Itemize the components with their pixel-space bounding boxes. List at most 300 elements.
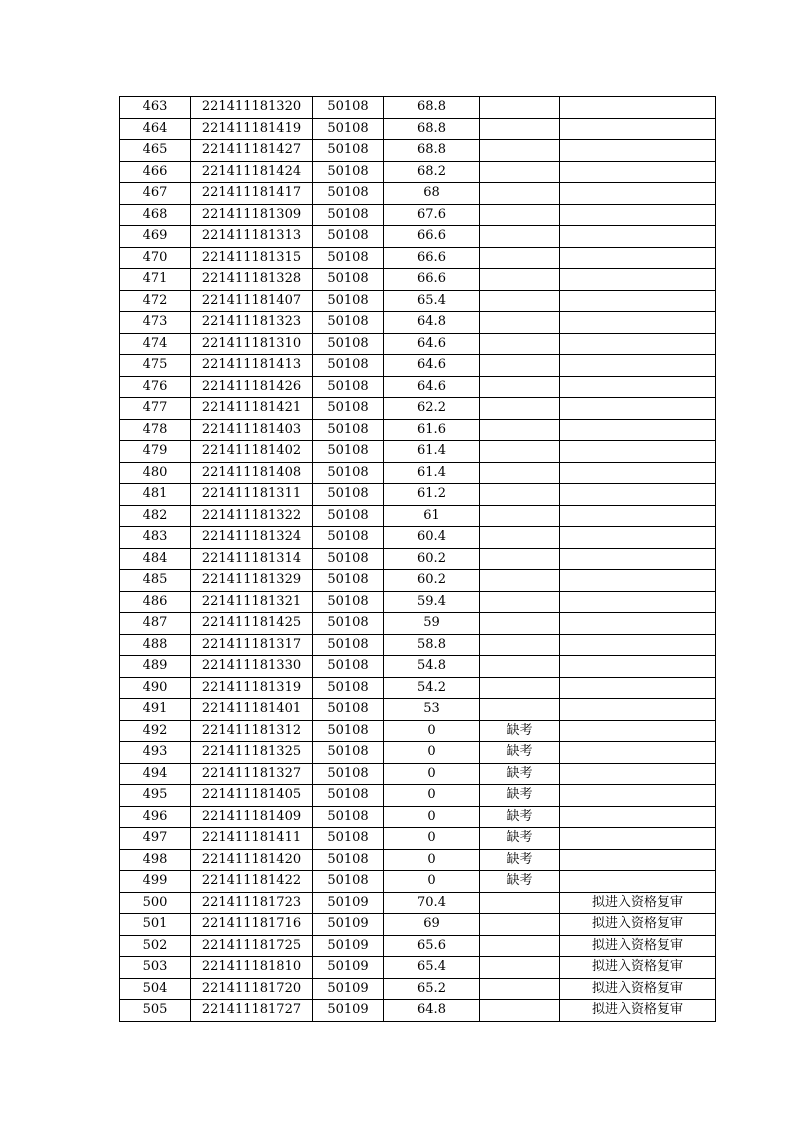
note-cell [480, 462, 560, 484]
rank-cell: 474 [120, 333, 191, 355]
table-row [120, 570, 716, 592]
rank-cell: 499 [120, 871, 191, 893]
note-cell [480, 656, 560, 678]
note-cell [480, 398, 560, 420]
exam-id-cell: 221411181313 [191, 226, 313, 248]
rank-cell: 489 [120, 656, 191, 678]
rank-cell: 476 [120, 376, 191, 398]
table-row [120, 527, 716, 549]
table-row [120, 548, 716, 570]
table-row [120, 247, 716, 269]
result-cell [560, 204, 716, 226]
result-cell [560, 419, 716, 441]
result-cell [560, 269, 716, 291]
rank-cell: 498 [120, 849, 191, 871]
exam-id-cell: 221411181424 [191, 161, 313, 183]
score-cell: 67.6 [384, 204, 480, 226]
score-cell: 0 [384, 763, 480, 785]
rank-cell: 496 [120, 806, 191, 828]
score-cell: 68.2 [384, 161, 480, 183]
table-row [120, 849, 716, 871]
score-cell: 64.6 [384, 355, 480, 377]
table-row [120, 763, 716, 785]
result-cell [560, 505, 716, 527]
table-row [120, 914, 716, 936]
note-cell: 缺考 [480, 742, 560, 764]
exam-id-cell: 221411181420 [191, 849, 313, 871]
note-cell [480, 548, 560, 570]
rank-cell: 478 [120, 419, 191, 441]
note-cell [480, 441, 560, 463]
position-code-cell: 50109 [313, 935, 384, 957]
table-row [120, 462, 716, 484]
exam-id-cell: 221411181427 [191, 140, 313, 162]
rank-cell: 490 [120, 677, 191, 699]
table-row [120, 591, 716, 613]
position-code-cell: 50108 [313, 484, 384, 506]
result-cell: 拟进入资格复审 [560, 1000, 716, 1022]
result-cell [560, 484, 716, 506]
score-cell: 58.8 [384, 634, 480, 656]
exam-id-cell: 221411181311 [191, 484, 313, 506]
table-row [120, 978, 716, 1000]
exam-id-cell: 221411181325 [191, 742, 313, 764]
note-cell [480, 613, 560, 635]
table-row [120, 355, 716, 377]
score-cell: 0 [384, 720, 480, 742]
score-cell: 70.4 [384, 892, 480, 914]
position-code-cell: 50109 [313, 978, 384, 1000]
rank-cell: 473 [120, 312, 191, 334]
rank-cell: 471 [120, 269, 191, 291]
note-cell: 缺考 [480, 828, 560, 850]
exam-id-cell: 221411181725 [191, 935, 313, 957]
score-cell: 0 [384, 742, 480, 764]
score-cell: 59 [384, 613, 480, 635]
result-cell [560, 828, 716, 850]
position-code-cell: 50108 [313, 118, 384, 140]
position-code-cell: 50108 [313, 290, 384, 312]
note-cell [480, 333, 560, 355]
result-cell [560, 656, 716, 678]
exam-id-cell: 221411181322 [191, 505, 313, 527]
result-cell [560, 806, 716, 828]
exam-id-cell: 221411181327 [191, 763, 313, 785]
score-cell: 64.8 [384, 1000, 480, 1022]
position-code-cell: 50108 [313, 613, 384, 635]
position-code-cell: 50108 [313, 527, 384, 549]
position-code-cell: 50108 [313, 656, 384, 678]
table-row [120, 118, 716, 140]
rank-cell: 467 [120, 183, 191, 205]
position-code-cell: 50108 [313, 247, 384, 269]
note-cell [480, 118, 560, 140]
exam-id-cell: 221411181810 [191, 957, 313, 979]
exam-id-cell: 221411181330 [191, 656, 313, 678]
score-cell: 65.2 [384, 978, 480, 1000]
score-cell: 64.6 [384, 333, 480, 355]
position-code-cell: 50109 [313, 892, 384, 914]
result-cell [560, 376, 716, 398]
rank-cell: 465 [120, 140, 191, 162]
rank-cell: 500 [120, 892, 191, 914]
result-cell [560, 312, 716, 334]
position-code-cell: 50108 [313, 398, 384, 420]
score-cell: 54.8 [384, 656, 480, 678]
result-cell [560, 462, 716, 484]
position-code-cell: 50108 [313, 849, 384, 871]
rank-cell: 488 [120, 634, 191, 656]
exam-id-cell: 221411181723 [191, 892, 313, 914]
score-table [119, 96, 716, 1022]
rank-cell: 477 [120, 398, 191, 420]
note-cell [480, 634, 560, 656]
note-cell: 缺考 [480, 720, 560, 742]
result-cell: 拟进入资格复审 [560, 935, 716, 957]
rank-cell: 464 [120, 118, 191, 140]
table-row [120, 97, 716, 119]
position-code-cell: 50108 [313, 785, 384, 807]
score-cell: 61.2 [384, 484, 480, 506]
exam-id-cell: 221411181309 [191, 204, 313, 226]
score-cell: 64.8 [384, 312, 480, 334]
table-row [120, 226, 716, 248]
note-cell [480, 570, 560, 592]
note-cell [480, 290, 560, 312]
result-cell [560, 849, 716, 871]
note-cell: 缺考 [480, 871, 560, 893]
rank-cell: 480 [120, 462, 191, 484]
result-cell [560, 97, 716, 119]
table-row [120, 871, 716, 893]
note-cell [480, 935, 560, 957]
score-cell: 61.6 [384, 419, 480, 441]
exam-id-cell: 221411181422 [191, 871, 313, 893]
note-cell [480, 505, 560, 527]
note-cell [480, 699, 560, 721]
rank-cell: 479 [120, 441, 191, 463]
result-cell [560, 398, 716, 420]
score-cell: 0 [384, 828, 480, 850]
result-cell [560, 118, 716, 140]
exam-id-cell: 221411181403 [191, 419, 313, 441]
exam-id-cell: 221411181310 [191, 333, 313, 355]
note-cell [480, 419, 560, 441]
note-cell: 缺考 [480, 806, 560, 828]
result-cell [560, 634, 716, 656]
table-row [120, 290, 716, 312]
table-row [120, 505, 716, 527]
table-row [120, 634, 716, 656]
note-cell: 缺考 [480, 763, 560, 785]
result-cell: 拟进入资格复审 [560, 978, 716, 1000]
exam-id-cell: 221411181421 [191, 398, 313, 420]
exam-id-cell: 221411181720 [191, 978, 313, 1000]
table-row [120, 957, 716, 979]
table-row [120, 1000, 716, 1022]
position-code-cell: 50108 [313, 548, 384, 570]
rank-cell: 497 [120, 828, 191, 850]
result-cell [560, 161, 716, 183]
table-row [120, 312, 716, 334]
note-cell [480, 376, 560, 398]
result-cell [560, 247, 716, 269]
table-row [120, 140, 716, 162]
rank-cell: 505 [120, 1000, 191, 1022]
result-cell: 拟进入资格复审 [560, 957, 716, 979]
score-cell: 69 [384, 914, 480, 936]
table-row [120, 419, 716, 441]
rank-cell: 487 [120, 613, 191, 635]
exam-id-cell: 221411181315 [191, 247, 313, 269]
note-cell [480, 183, 560, 205]
note-cell [480, 140, 560, 162]
table-row [120, 699, 716, 721]
rank-cell: 482 [120, 505, 191, 527]
note-cell [480, 355, 560, 377]
rank-cell: 504 [120, 978, 191, 1000]
result-cell [560, 677, 716, 699]
exam-id-cell: 221411181727 [191, 1000, 313, 1022]
result-cell: 拟进入资格复审 [560, 914, 716, 936]
exam-id-cell: 221411181329 [191, 570, 313, 592]
position-code-cell: 50108 [313, 871, 384, 893]
table-row [120, 828, 716, 850]
exam-id-cell: 221411181314 [191, 548, 313, 570]
rank-cell: 503 [120, 957, 191, 979]
rank-cell: 486 [120, 591, 191, 613]
exam-id-cell: 221411181312 [191, 720, 313, 742]
exam-id-cell: 221411181426 [191, 376, 313, 398]
score-cell: 65.4 [384, 290, 480, 312]
exam-id-cell: 221411181324 [191, 527, 313, 549]
exam-id-cell: 221411181402 [191, 441, 313, 463]
result-cell [560, 613, 716, 635]
position-code-cell: 50109 [313, 957, 384, 979]
result-cell [560, 720, 716, 742]
result-cell [560, 742, 716, 764]
exam-id-cell: 221411181407 [191, 290, 313, 312]
position-code-cell: 50108 [313, 806, 384, 828]
score-cell: 68.8 [384, 118, 480, 140]
position-code-cell: 50108 [313, 441, 384, 463]
note-cell: 缺考 [480, 849, 560, 871]
note-cell [480, 978, 560, 1000]
position-code-cell: 50109 [313, 1000, 384, 1022]
exam-id-cell: 221411181317 [191, 634, 313, 656]
exam-id-cell: 221411181401 [191, 699, 313, 721]
rank-cell: 495 [120, 785, 191, 807]
table-row [120, 720, 716, 742]
exam-id-cell: 221411181419 [191, 118, 313, 140]
note-cell [480, 247, 560, 269]
result-cell [560, 140, 716, 162]
score-cell: 0 [384, 871, 480, 893]
table-row [120, 677, 716, 699]
table-row [120, 204, 716, 226]
exam-id-cell: 221411181321 [191, 591, 313, 613]
score-cell: 59.4 [384, 591, 480, 613]
position-code-cell: 50108 [313, 333, 384, 355]
table-row [120, 742, 716, 764]
note-cell [480, 312, 560, 334]
exam-id-cell: 221411181319 [191, 677, 313, 699]
result-cell [560, 226, 716, 248]
position-code-cell: 50108 [313, 677, 384, 699]
exam-id-cell: 221411181413 [191, 355, 313, 377]
table-row [120, 183, 716, 205]
note-cell [480, 892, 560, 914]
rank-cell: 492 [120, 720, 191, 742]
table-row [120, 269, 716, 291]
position-code-cell: 50108 [313, 161, 384, 183]
result-cell [560, 763, 716, 785]
position-code-cell: 50108 [313, 570, 384, 592]
result-cell [560, 527, 716, 549]
position-code-cell: 50108 [313, 763, 384, 785]
exam-id-cell: 221411181411 [191, 828, 313, 850]
table-row [120, 785, 716, 807]
position-code-cell: 50108 [313, 742, 384, 764]
rank-cell: 493 [120, 742, 191, 764]
note-cell [480, 226, 560, 248]
result-cell [560, 290, 716, 312]
score-cell: 62.2 [384, 398, 480, 420]
position-code-cell: 50108 [313, 269, 384, 291]
position-code-cell: 50108 [313, 828, 384, 850]
score-cell: 0 [384, 806, 480, 828]
table-row [120, 333, 716, 355]
table-row [120, 656, 716, 678]
note-cell [480, 591, 560, 613]
position-code-cell: 50108 [313, 462, 384, 484]
table-row [120, 376, 716, 398]
note-cell [480, 269, 560, 291]
result-cell [560, 785, 716, 807]
position-code-cell: 50108 [313, 226, 384, 248]
note-cell [480, 914, 560, 936]
result-cell [560, 570, 716, 592]
result-cell [560, 441, 716, 463]
rank-cell: 501 [120, 914, 191, 936]
exam-id-cell: 221411181405 [191, 785, 313, 807]
rank-cell: 481 [120, 484, 191, 506]
position-code-cell: 50108 [313, 699, 384, 721]
result-cell [560, 355, 716, 377]
note-cell [480, 161, 560, 183]
exam-id-cell: 221411181409 [191, 806, 313, 828]
position-code-cell: 50108 [313, 355, 384, 377]
result-cell [560, 871, 716, 893]
rank-cell: 475 [120, 355, 191, 377]
position-code-cell: 50108 [313, 376, 384, 398]
score-cell: 60.4 [384, 527, 480, 549]
rank-cell: 491 [120, 699, 191, 721]
note-cell: 缺考 [480, 785, 560, 807]
score-cell: 65.4 [384, 957, 480, 979]
note-cell [480, 957, 560, 979]
rank-cell: 466 [120, 161, 191, 183]
position-code-cell: 50108 [313, 183, 384, 205]
exam-id-cell: 221411181320 [191, 97, 313, 119]
score-cell: 53 [384, 699, 480, 721]
table-row [120, 441, 716, 463]
rank-cell: 494 [120, 763, 191, 785]
table-row [120, 161, 716, 183]
table-row [120, 398, 716, 420]
note-cell [480, 204, 560, 226]
score-cell: 0 [384, 785, 480, 807]
exam-id-cell: 221411181417 [191, 183, 313, 205]
rank-cell: 472 [120, 290, 191, 312]
rank-cell: 483 [120, 527, 191, 549]
position-code-cell: 50108 [313, 634, 384, 656]
rank-cell: 470 [120, 247, 191, 269]
note-cell [480, 97, 560, 119]
score-cell: 66.6 [384, 226, 480, 248]
table-row [120, 935, 716, 957]
result-cell [560, 699, 716, 721]
note-cell [480, 1000, 560, 1022]
rank-cell: 484 [120, 548, 191, 570]
note-cell [480, 677, 560, 699]
table-row [120, 613, 716, 635]
table-row [120, 892, 716, 914]
score-cell: 68.8 [384, 140, 480, 162]
result-cell [560, 333, 716, 355]
result-cell [560, 591, 716, 613]
rank-cell: 485 [120, 570, 191, 592]
score-cell: 61 [384, 505, 480, 527]
score-cell: 65.6 [384, 935, 480, 957]
exam-id-cell: 221411181716 [191, 914, 313, 936]
position-code-cell: 50108 [313, 140, 384, 162]
result-cell: 拟进入资格复审 [560, 892, 716, 914]
result-cell [560, 548, 716, 570]
score-cell: 68 [384, 183, 480, 205]
score-cell: 68.8 [384, 97, 480, 119]
score-cell: 61.4 [384, 441, 480, 463]
score-cell: 54.2 [384, 677, 480, 699]
score-cell: 60.2 [384, 548, 480, 570]
rank-cell: 469 [120, 226, 191, 248]
score-cell: 0 [384, 849, 480, 871]
table-row [120, 484, 716, 506]
position-code-cell: 50109 [313, 914, 384, 936]
rank-cell: 468 [120, 204, 191, 226]
score-cell: 60.2 [384, 570, 480, 592]
table-body [120, 97, 716, 1022]
position-code-cell: 50108 [313, 720, 384, 742]
result-cell [560, 183, 716, 205]
position-code-cell: 50108 [313, 312, 384, 334]
exam-id-cell: 221411181425 [191, 613, 313, 635]
position-code-cell: 50108 [313, 505, 384, 527]
position-code-cell: 50108 [313, 419, 384, 441]
rank-cell: 502 [120, 935, 191, 957]
score-cell: 64.6 [384, 376, 480, 398]
exam-id-cell: 221411181323 [191, 312, 313, 334]
rank-cell: 463 [120, 97, 191, 119]
position-code-cell: 50108 [313, 591, 384, 613]
position-code-cell: 50108 [313, 204, 384, 226]
exam-id-cell: 221411181328 [191, 269, 313, 291]
score-cell: 66.6 [384, 247, 480, 269]
table-row [120, 806, 716, 828]
note-cell [480, 527, 560, 549]
exam-id-cell: 221411181408 [191, 462, 313, 484]
position-code-cell: 50108 [313, 97, 384, 119]
